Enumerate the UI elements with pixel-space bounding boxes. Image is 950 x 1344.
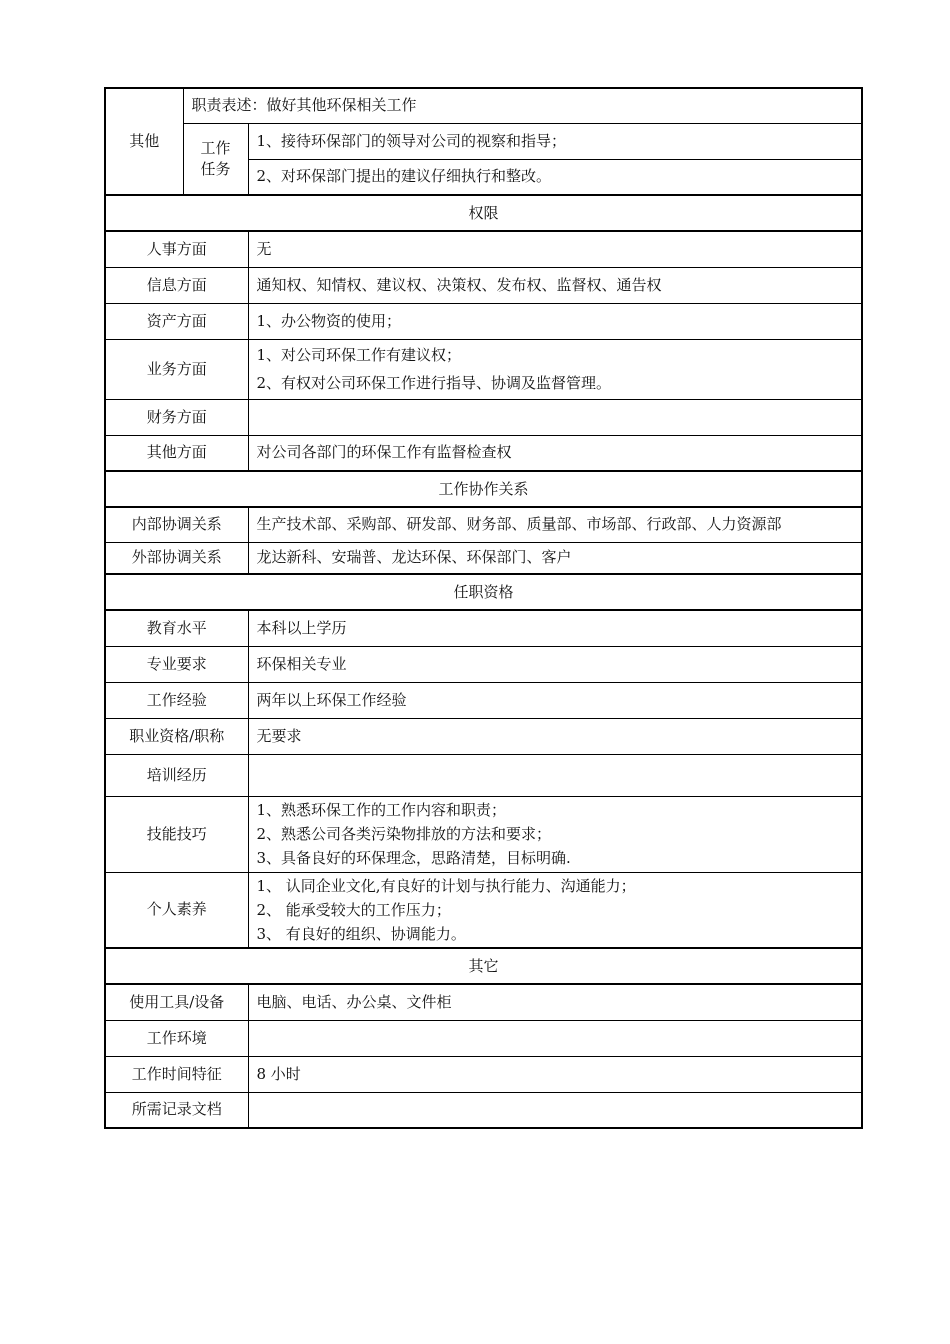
row-value: 环保相关专业	[248, 646, 862, 682]
row-label: 使用工具/设备	[105, 984, 248, 1020]
row-value: 无	[248, 231, 862, 267]
task-label-line-1: 工作	[200, 138, 231, 157]
row-value	[248, 872, 862, 948]
row-value-line: 1、熟悉环保工作的工作内容和职责；	[256, 801, 507, 819]
row-label: 专业要求	[105, 646, 248, 682]
other-label: 其他	[105, 88, 183, 195]
row-label: 工作环境	[105, 1020, 248, 1056]
job-description-table-page	[104, 87, 861, 1129]
job-description-table	[104, 87, 863, 1129]
row-value: 本科以上学历	[248, 610, 862, 646]
task-item: 2、对环保部门提出的建议仔细执行和整改。	[248, 159, 862, 195]
row-label: 财务方面	[105, 399, 248, 435]
row-value	[248, 1092, 862, 1128]
row-value: 对公司各部门的环保工作有监督检查权	[248, 435, 862, 471]
row-value-line: 3、 有良好的组织、协调能力。	[256, 924, 466, 943]
row-value-line: 3、具备良好的环保理念，思路清楚，目标明确.	[256, 849, 571, 867]
row-value-line: 2、 能承受较大的工作压力；	[256, 900, 451, 919]
row-value-line: 2、有权对公司环保工作进行指导、协调及监督管理。	[256, 374, 612, 392]
row-label: 教育水平	[105, 610, 248, 646]
row-label: 个人素养	[105, 872, 248, 948]
section-title-cooperation: 工作协作关系	[105, 471, 862, 507]
row-label: 培训经历	[105, 754, 248, 796]
row-label: 工作经验	[105, 682, 248, 718]
row-value	[248, 399, 862, 435]
other-duty: 职责表述：做好其他环保相关工作	[183, 88, 862, 123]
row-label: 工作时间特征	[105, 1056, 248, 1092]
row-value: 龙达新科、安瑞普、龙达环保、环保部门、客户	[248, 542, 862, 574]
row-value: 8 小时	[248, 1056, 862, 1092]
row-value: 无要求	[248, 718, 862, 754]
section-title-authority: 权限	[105, 195, 862, 231]
row-label: 技能技巧	[105, 796, 248, 872]
row-value: 两年以上环保工作经验	[248, 682, 862, 718]
row-value	[248, 754, 862, 796]
row-value-line: 1、 认同企业文化,有良好的计划与执行能力、沟通能力；	[256, 876, 636, 895]
row-label: 信息方面	[105, 267, 248, 303]
row-label: 职业资格/职称	[105, 718, 248, 754]
row-value: 1、办公物资的使用；	[248, 303, 862, 339]
row-value	[248, 1020, 862, 1056]
section-title-qualification: 任职资格	[105, 574, 862, 610]
row-label: 资产方面	[105, 303, 248, 339]
row-value: 生产技术部、采购部、研发部、财务部、质量部、市场部、行政部、人力资源部	[248, 507, 862, 542]
row-value	[248, 339, 862, 399]
section-title-others: 其它	[105, 948, 862, 984]
task-label-line-2: 任务	[200, 159, 231, 178]
row-value: 通知权、知情权、建议权、决策权、发布权、监督权、通告权	[248, 267, 862, 303]
row-label: 所需记录文档	[105, 1092, 248, 1128]
row-value: 电脑、电话、办公桌、文件柜	[248, 984, 862, 1020]
row-label: 人事方面	[105, 231, 248, 267]
row-label: 外部协调关系	[105, 542, 248, 574]
task-label	[183, 123, 248, 195]
row-label: 内部协调关系	[105, 507, 248, 542]
row-label: 业务方面	[105, 339, 248, 399]
task-item: 1、接待环保部门的领导对公司的视察和指导；	[248, 123, 862, 159]
row-value-line: 1、对公司环保工作有建议权；	[256, 346, 462, 364]
row-label: 其他方面	[105, 435, 248, 471]
row-value	[248, 796, 862, 872]
row-value-line: 2、熟悉公司各类污染物排放的方法和要求；	[256, 825, 552, 843]
